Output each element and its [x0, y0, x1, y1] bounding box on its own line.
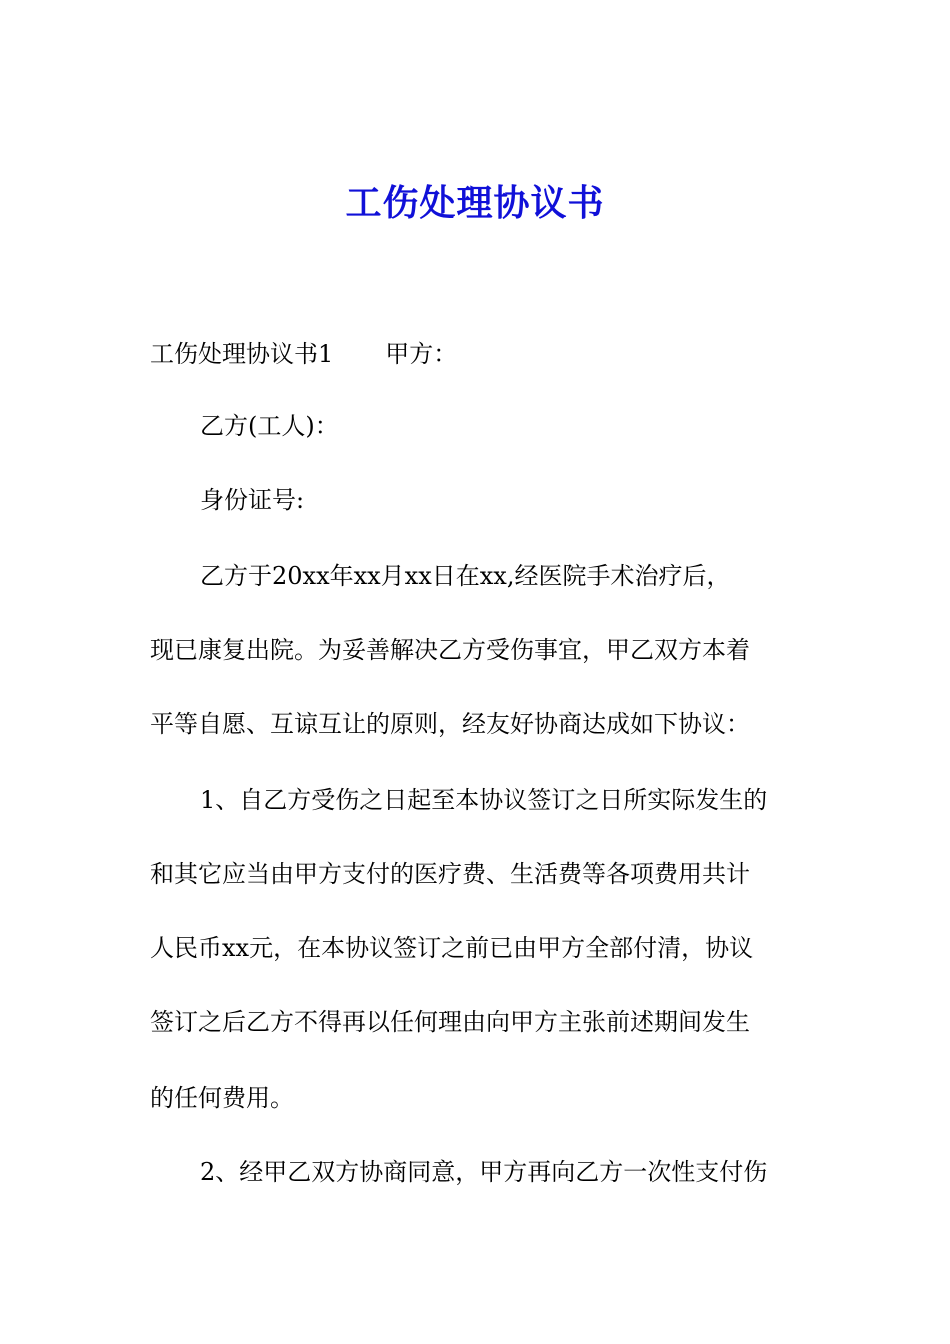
clause-1-line: 的任何费用。 [150, 1084, 294, 1112]
clause-2-line: 2、经甲乙双方协商同意，甲方再向乙方一次性支付伤 [200, 1158, 768, 1186]
clause-1-line: 1、自乙方受伤之日起至本协议签订之日所实际发生的 [200, 786, 768, 814]
clause-1-line: 和其它应当由甲方支付的医疗费、生活费等各项费用共计 [150, 860, 750, 888]
paragraph-line: 现已康复出院。为妥善解决乙方受伤事宜，甲乙双方本着 [150, 636, 750, 664]
party-b-label: 乙方(工人)： [200, 412, 339, 440]
document-title: 工伤处理协议书 [345, 182, 605, 224]
agreement-number: 工伤处理协议书1 [150, 340, 334, 368]
paragraph-line: 乙方于20xx年xx月xx日在xx,经医院手术治疗后， [200, 562, 731, 590]
id-number-label: 身份证号: [200, 486, 305, 514]
paragraph-line: 平等自愿、互谅互让的原则，经友好协商达成如下协议： [150, 710, 750, 738]
clause-1-line: 人民币xx元，在本协议签订之前已由甲方全部付清，协议 [150, 934, 754, 962]
clause-1-line: 签订之后乙方不得再以任何理由向甲方主张前述期间发生 [150, 1008, 750, 1036]
party-a-label: 甲方： [385, 340, 458, 368]
heading-line [150, 336, 810, 372]
